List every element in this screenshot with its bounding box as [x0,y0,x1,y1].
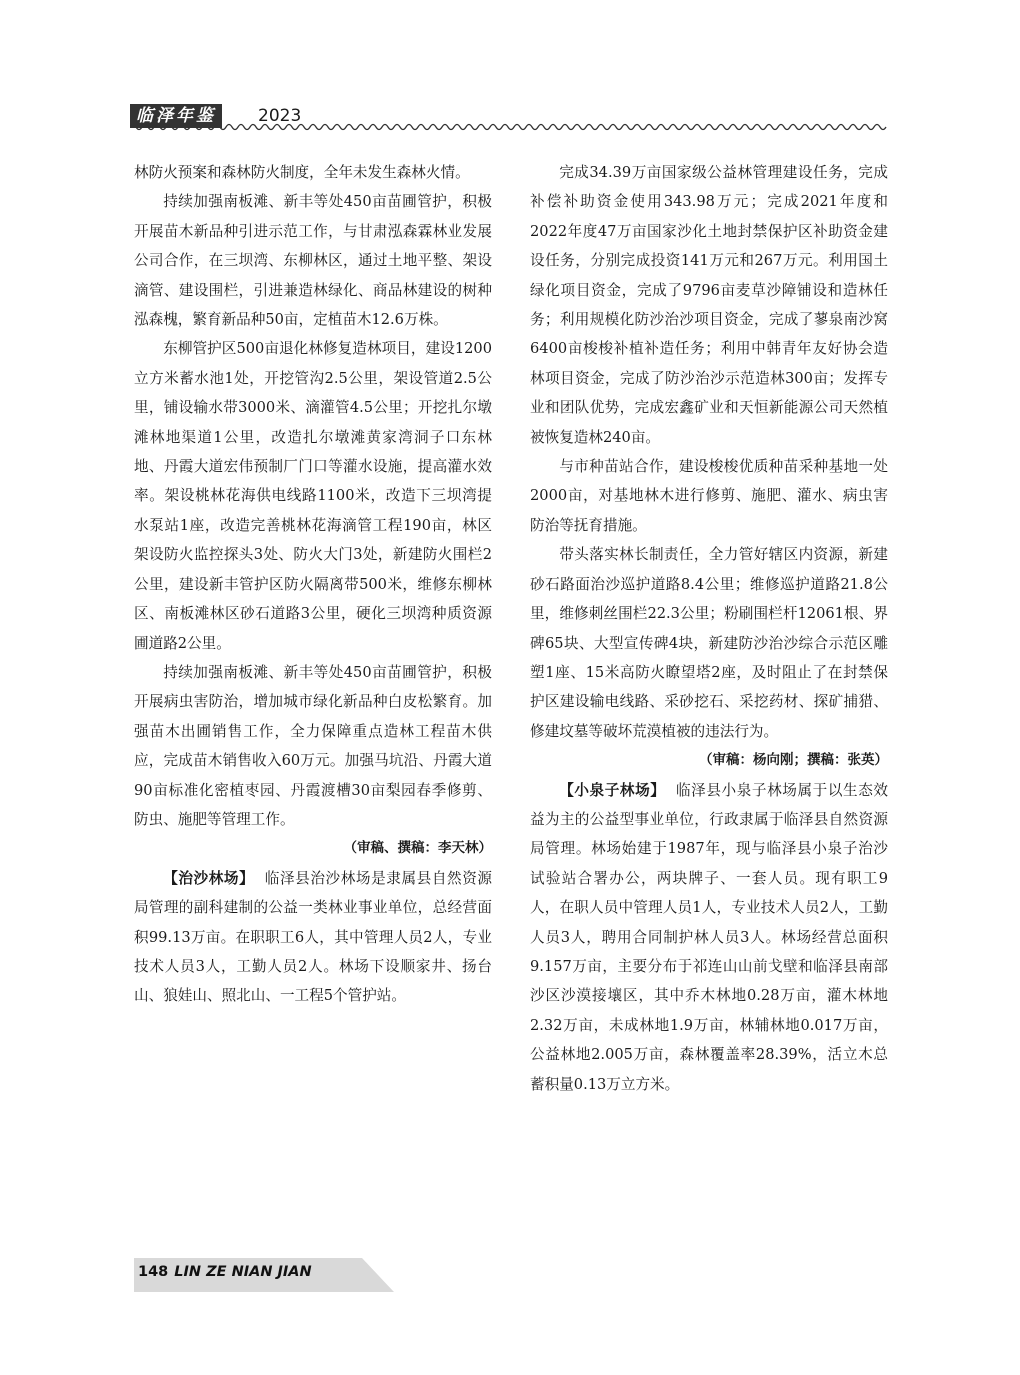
right-paragraph-1: 完成34.39万亩国家级公益林管理建设任务，完成补偿补助资金使用343.98万元；完成2021年度和2022年度47万亩国家沙化土地封禁保护区补助资金建设任务，分别完成投资141万元和267万元。利用国土绿化项目资金，完成了9796亩麦草沙障铺设和造林任务；利用规模化防沙治沙项目资金，完成了蓼泉南沙窝6400亩梭梭补植补造任务；利用中韩青年友好协会造林项目资金，完成了防沙治沙示范造林300亩；发挥专业和团队优势，完成宏鑫矿业和天恒新能源公司天然植被恢复造林240亩。 [530,164,888,446]
left-signature: （审稿、撰稿：李天林） [343,840,492,857]
footer-label [138,1264,312,1280]
right-signature: （审稿：杨向刚；撰稿：张英） [699,752,888,769]
yearbook-year: 2023 [258,106,302,126]
right-section-paragraph [530,776,888,1099]
left-paragraph-4: 持续加强南板滩、新丰等处450亩苗圃管护，积极开展病虫害防治，增加城市绿化新品种白皮松繁育。加强苗木出圃销售工作，全力保障重点造林工程苗木供应，完成苗木销售收入60万元。加强马坑沿、丹霞大道90亩标准化密植枣园、丹霞渡槽30亩梨园春季修剪、防虫、施肥等管理工作。 [134,663,492,828]
page-number: 148 [138,1264,169,1280]
left-column [134,158,492,1011]
left-paragraph-3: 东柳管护区500亩退化林修复造林项目，建设1200立方米蓄水池1处，开挖管沟2.5公里，架设管道2.5公里，铺设输水带3000米、滴灌管4.5公里；开挖扎尔墩滩林地渠道1公里，改造扎尔墩滩黄家湾洞子口东林地、丹霞大道宏伟预制厂门口等灌水设施，提高灌水效率。架设桃林花海供电线路1100米，改造下三坝湾提水泵站1座，改造完善桃林花海滴管工程190亩，林区架设防火监控探头3处、防火大门3处，新建防火围栏2公里，建设新丰管护区防火隔离带500米，维修东柳林区、南板滩林区砂石道路3公里，硬化三坝湾种质资源圃道路2公里。 [134,340,492,652]
section-body-zhisha: 临泽县治沙林场是隶属县自然资源局管理的副科建制的公益一类林业事业单位，总经营面积99.13万亩。在职职工6人，其中管理人员2人，专业技术人员3人，工勤人员2人。林场下设顺家井、扬台山、狼娃山、照北山、一工程5个管护站。 [134,869,492,1005]
right-paragraph-3: 带头落实林长制责任，全力管好辖区内资源，新建砂石路面治沙巡护道路8.4公里；维修巡护道路21.8公里，维修刺丝围栏22.3公里；粉刷围栏杆12061根、界碑65块、大型宣传碑4块，新建防沙治沙综合示范区雕塑1座、15米高防火瞭望塔2座，及时阻止了在封禁保护区建设输电线路、采砂挖石、采挖药材、探矿捕猎、修建坟墓等破坏荒漠植被的违法行为。 [530,546,888,740]
section-heading-xiaoquanzi: 【小泉子林场】 [559,781,666,799]
section-heading-zhisha: 【治沙林场】 [163,869,255,887]
section-body-xiaoquanzi: 临泽县小泉子林场属于以生态效益为主的公益型事业单位，行政隶属于临泽县自然资源局管理。林场始建于1987年，现与临泽县小泉子治沙试验站合署办公，两块牌子、一套人员。现有职工9人，在职人员中管理人员1人，专业技术人员2人，工勤人员3人，聘用合同制护林人员3人。林场经营总面积9.157万亩，主要分布于祁连山山前戈壁和临泽县南部沙区沙漠接壤区，其中乔木林地0.28万亩，灌木林地2.32万亩，未成林地1.9万亩，林辅林地0.017万亩，公益林地2.005万亩，森林覆盖率28.39%，活立木总蓄积量0.13万立方米。 [530,781,888,1093]
left-section-paragraph [134,864,492,1011]
right-column [530,158,888,1099]
footer-title: LIN ZE NIAN JIAN [174,1264,312,1280]
page-header [130,101,890,133]
right-paragraph-2: 与市种苗站合作，建设梭梭优质种苗采种基地一处2000亩，对基地林木进行修剪、施肥、灌水、病虫害防治等抚育措施。 [530,458,888,534]
header-wave-rule [130,121,890,133]
left-paragraph-2: 持续加强南板滩、新丰等处450亩苗圃管护，积极开展苗木新品种引进示范工作，与甘肃泓森霖林业发展公司合作，在三坝湾、东柳林区，通过土地平整、架设滴管、建设围栏，引进兼造林绿化、商品林建设的树种泓森槐，繁育新品种50亩，定植苗木12.6万株。 [134,193,492,329]
page-footer [134,1258,394,1292]
yearbook-title: 临泽年鉴 [130,104,222,128]
left-paragraph-1: 林防火预案和森林防火制度，全年未发生森林火情。 [134,164,470,181]
